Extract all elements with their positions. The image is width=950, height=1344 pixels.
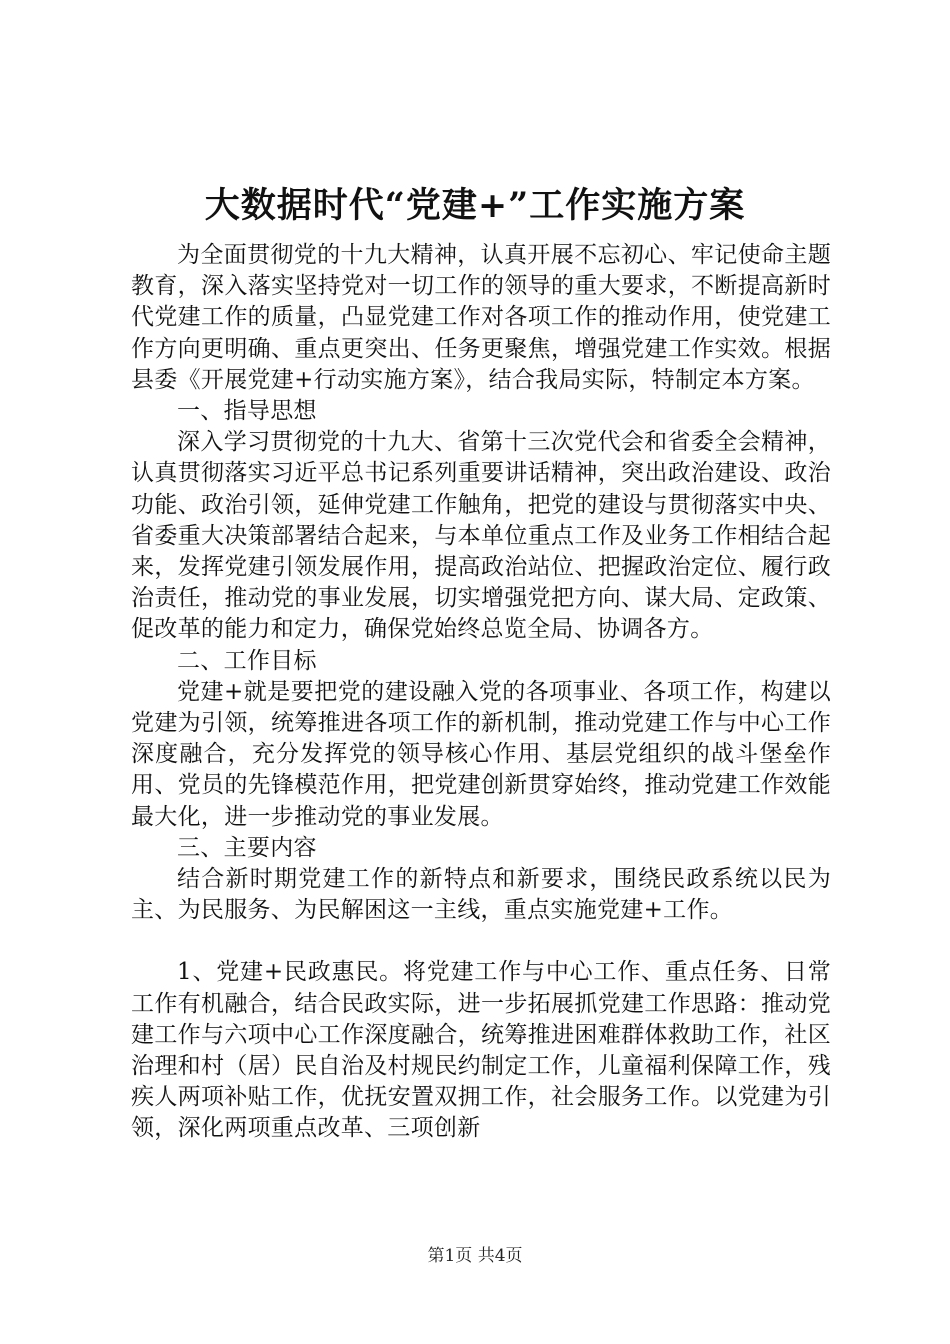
document-body — [131, 240, 831, 1145]
paragraph-spacer — [131, 926, 831, 957]
section-paragraph-guiding-ideology: 深入学习贯彻党的十九大、省第十三次党代会和省委全会精神，认真贯彻落实习近平总书记系列重要讲话精神，突出政治建设、政治功能、政治引领，延伸党建工作触角，把党的建设与贯彻落实中央、省委重大决策部署结合起来，与本单位重点工作及业务工作相结合起来，发挥党建引领发展作用，提高政治站位、把握政治定位、履行政治责任，推动党的事业发展，切实增强党把方向、谋大局、定政策、促改革的能力和定力，确保党始终总览全局、协调各方。 — [131, 429, 831, 643]
section-heading-guiding-ideology: 一、指导思想 — [177, 398, 317, 425]
section-paragraph-main-content: 结合新时期党建工作的新特点和新要求，围绕民政系统以民为主、为民服务、为民解困这一主线，重点实施党建+工作。 — [131, 866, 831, 924]
document-title: 大数据时代“党建+”工作实施方案 — [204, 185, 746, 226]
section-heading-work-goals: 二、工作目标 — [177, 647, 317, 674]
page-footer: 第1页 共4页 — [427, 1246, 523, 1266]
section-heading-main-content: 三、主要内容 — [177, 834, 317, 861]
item-1-paragraph: 1、党建+民政惠民。将党建工作与中心工作、重点任务、日常工作有机融合，结合民政实际，进一步拓展抓党建工作思路：推动党建工作与六项中心工作深度融合，统筹推进困难群体救助工作，社区治理和村（居）民自治及村规民约制定工作，儿童福利保障工作，残疾人两项补贴工作，优抚安置双拥工作，社会服务工作。以党建为引领，深化两项重点改革、三项创新 — [131, 959, 831, 1142]
section-paragraph-work-goals: 党建+就是要把党的建设融入党的各项事业、各项工作，构建以党建为引领，统筹推进各项工作的新机制，推动党建工作与中心工作深度融合，充分发挥党的领导核心作用、基层党组织的战斗堡垒作用、党员的先锋模范作用，把党建创新贯穿始终，推动党建工作效能最大化，进一步推动党的事业发展。 — [131, 678, 831, 830]
intro-paragraph: 为全面贯彻党的十九大精神，认真开展不忘初心、牢记使命主题教育，深入落实坚持党对一切工作的领导的重大要求，不断提高新时代党建工作的质量，凸显党建工作对各项工作的推动作用，使党建工作方向更明确、重点更突出、任务更聚焦，增强党建工作实效。根据县委《开展党建+行动实施方案》，结合我局实际，特制定本方案。 — [131, 242, 831, 393]
